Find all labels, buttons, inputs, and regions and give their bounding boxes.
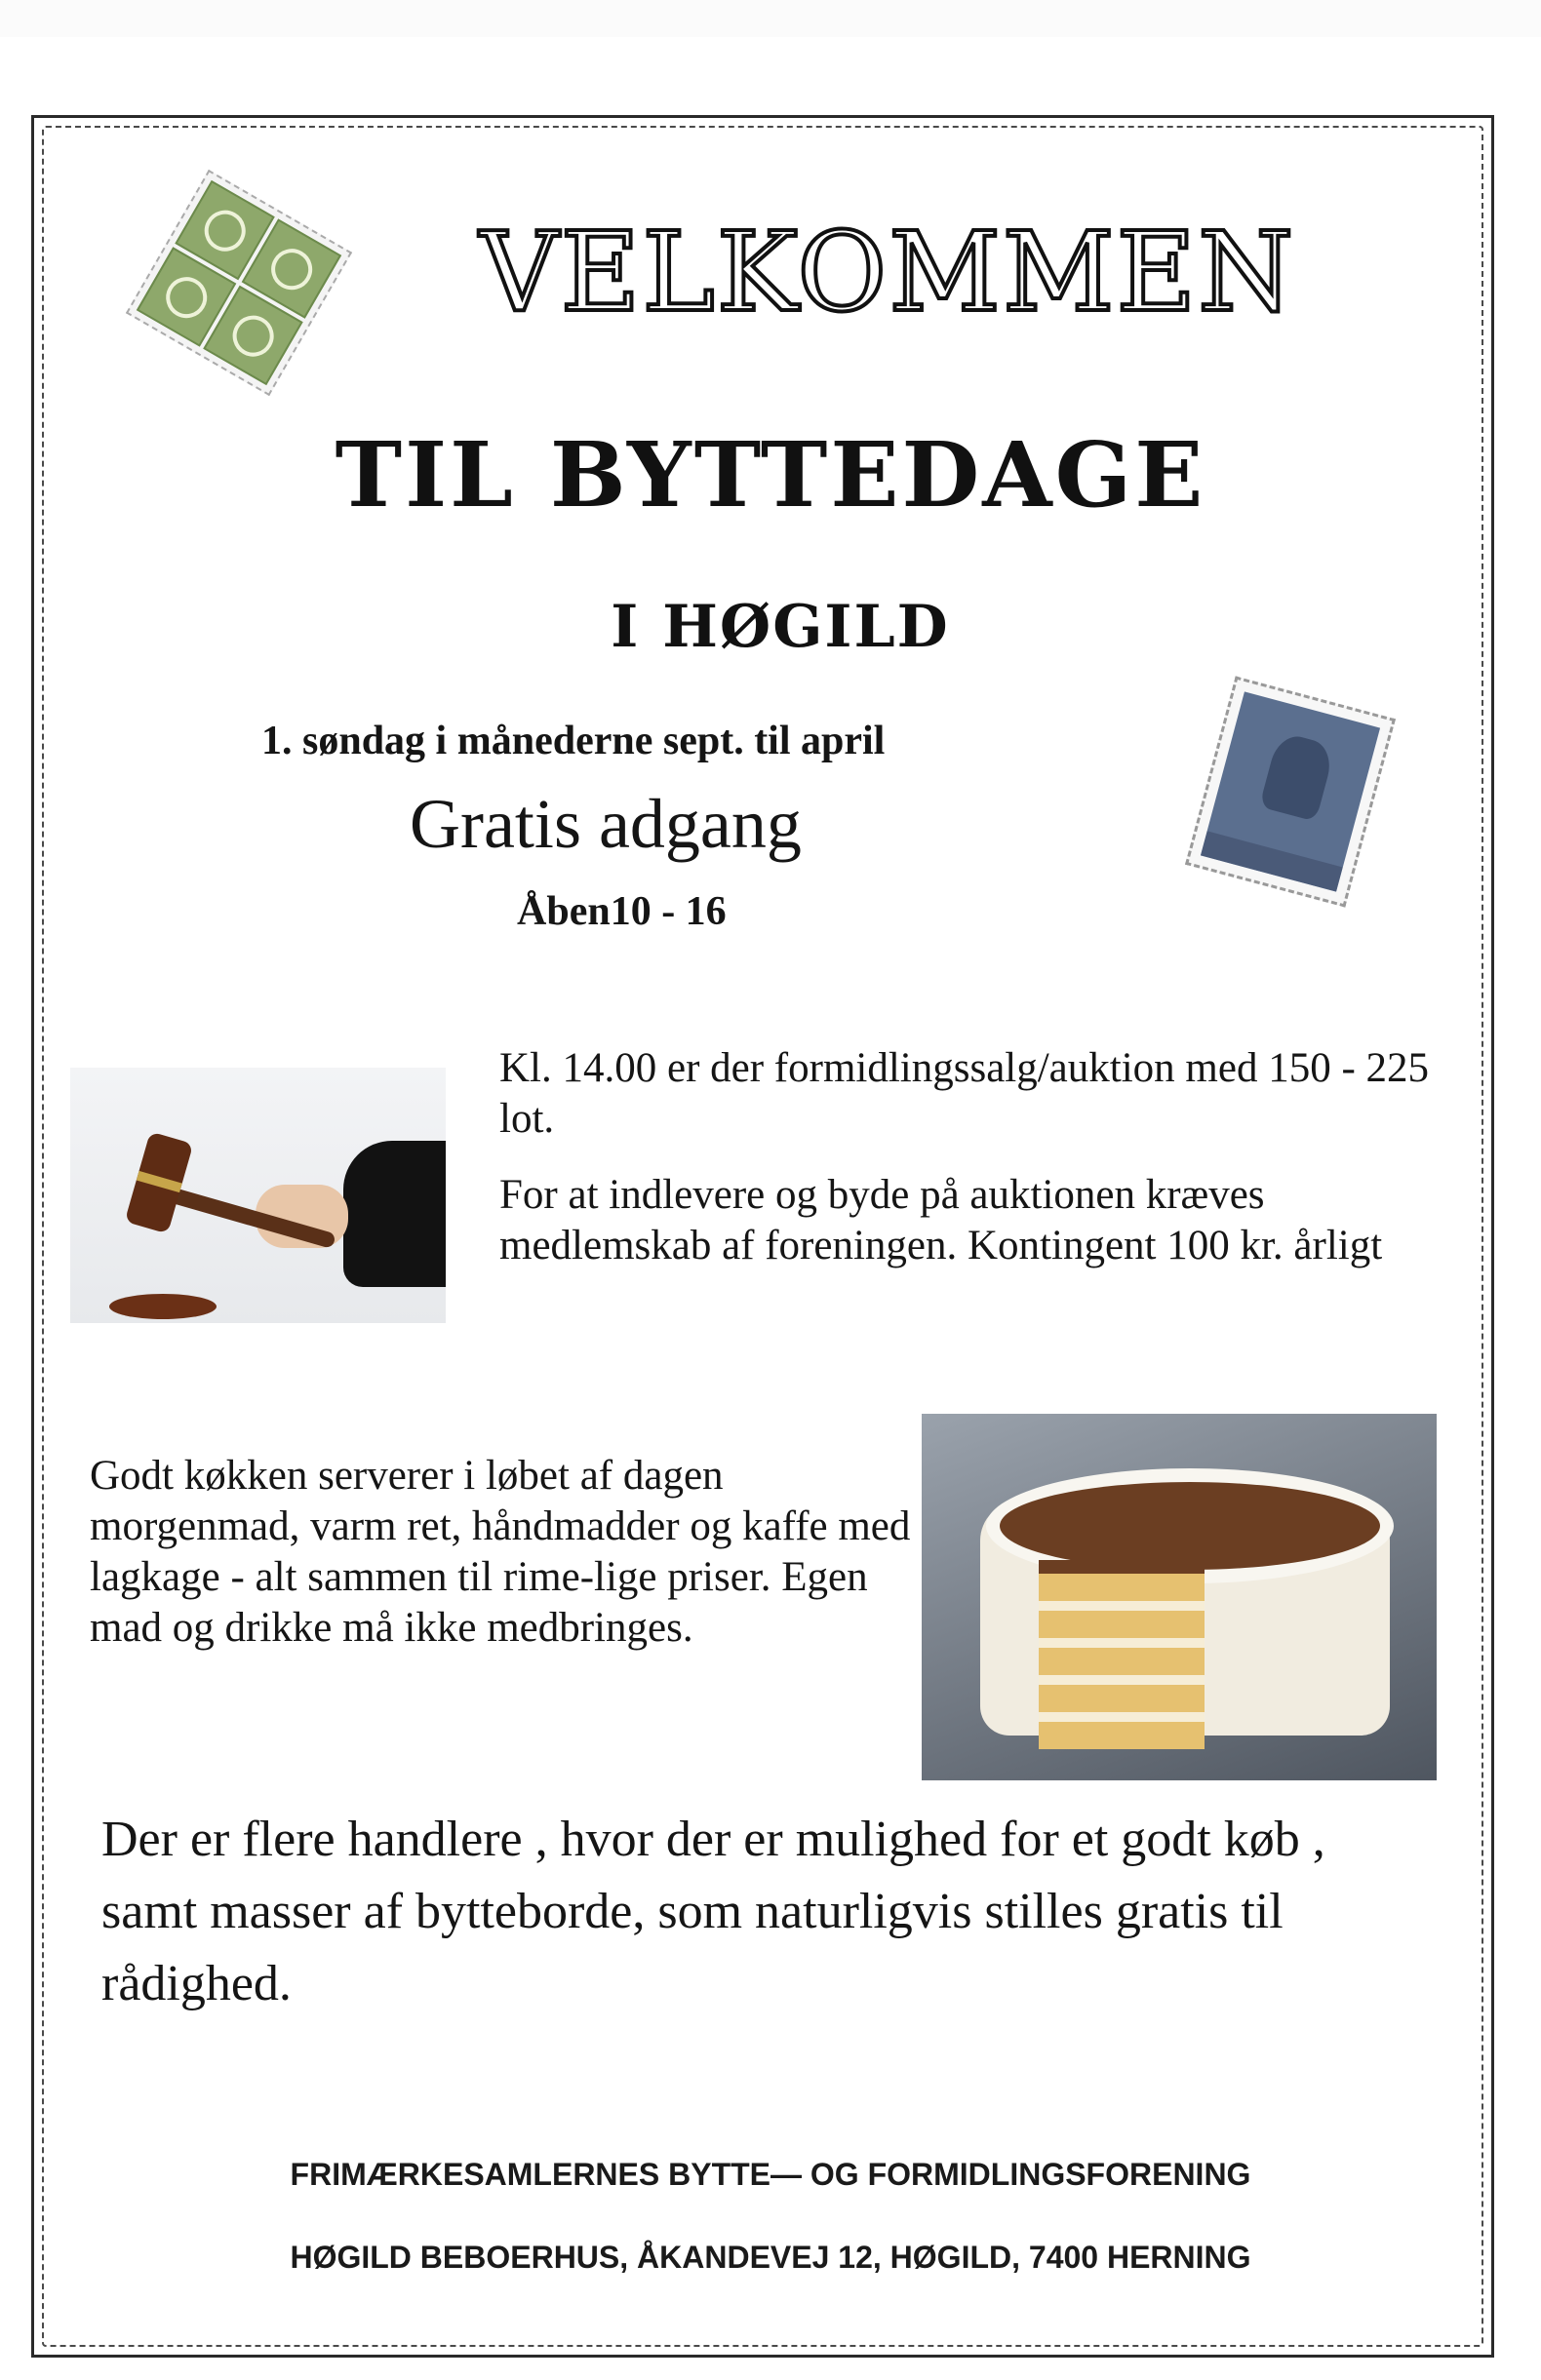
- schedule-dates: 1. søndag i månederne sept. til april: [261, 719, 886, 763]
- kitchen-text: Godt køkken serverer i løbet af dagen morgenmad, varm ret, håndmadder og kaffe med lagkage - alt sammen til rime-lige priser. Egen mad og drikke må ikke medbringes.: [90, 1453, 911, 1651]
- organization-name: FRIMÆRKESAMLERNES BYTTE— OG FORMIDLINGSFORENING: [290, 2157, 1251, 2192]
- auction-time-text: Kl. 14.00 er der formidlingssalg/auktion med 150 - 225 lot.: [499, 1045, 1430, 1142]
- gavel-icon: [70, 1068, 446, 1323]
- headline-swap-days: TIL BYTTEDAGE: [335, 422, 1206, 527]
- headline-location: I HØGILD: [611, 593, 950, 661]
- organization-address: HØGILD BEBOERHUS, ÅKANDEVEJ 12, HØGILD, 7400 HERNING: [290, 2240, 1251, 2275]
- admission-text: Gratis adgang: [410, 785, 802, 863]
- cake-icon: [922, 1414, 1437, 1780]
- dealers-text: Der er flere handlere , hvor der er mulighed for et godt køb , samt masser af bytteborde, som naturligvis stilles gratis til rådighed.: [101, 1812, 1325, 2011]
- opening-hours: Åben10 - 16: [517, 889, 727, 934]
- headline-welcome: VELKOMMEN: [479, 210, 1296, 336]
- membership-text: For at indlevere og byde på auktionen kræves medlemskab af foreningen. Kontingent 100 kr. årligt: [499, 1172, 1383, 1268]
